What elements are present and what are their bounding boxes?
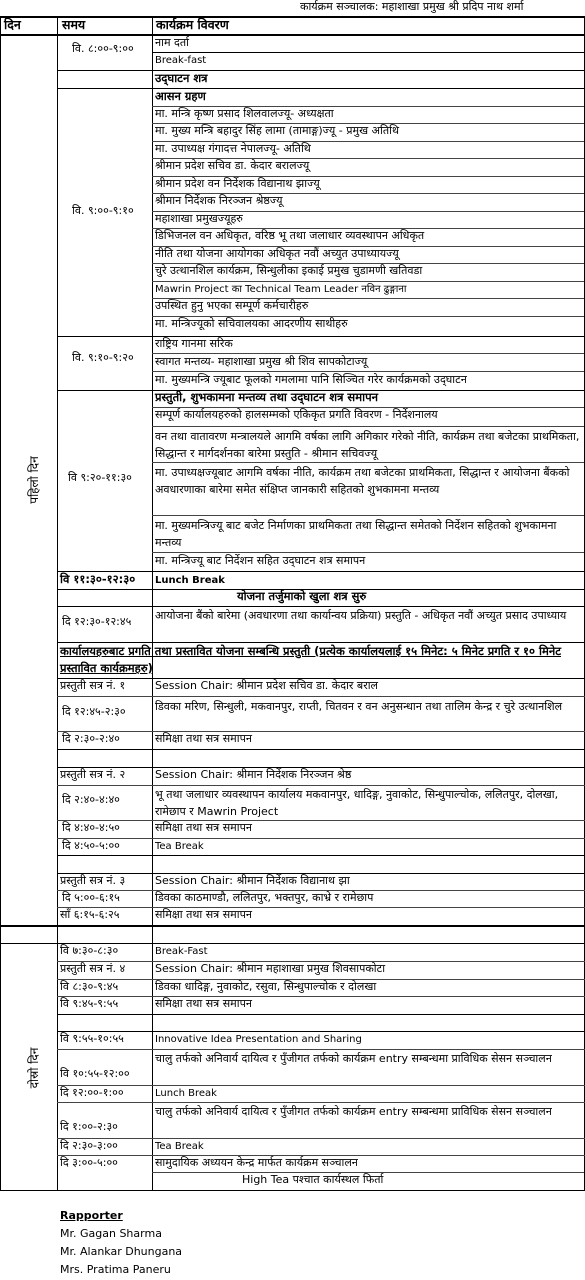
section-heading: आसन ग्रहण <box>155 89 206 103</box>
rapporter-name: Mr. Gagan Sharma <box>60 1227 162 1240</box>
day-two-label: दोस्रो दिन <box>27 1047 41 1089</box>
program-item: मा. मुख्यमन्त्रिज्यू बाट बजेट निर्माणका प्राथमिकता तथा सिद्धान्त समेतको निर्देशन सहितको शुभकामना मन्तव्य <box>155 519 557 549</box>
time-slot: दि १:००-२:३० <box>60 1120 118 1133</box>
guest-item: चुरे उत्थानशिल कार्यक्रम, सिन्धुलीका इकाई प्रमुख चुडामणी खतिवडा <box>155 264 423 277</box>
header-time: समय <box>62 17 86 32</box>
rapporter-name: Mr. Alankar Dhungana <box>60 1245 183 1258</box>
program-item: समिक्षा तथा सत्र समापन <box>155 821 252 834</box>
program-item: वन तथा वातावरण मन्त्रालयले आगमि वर्षका लागि अगिकार गरेको नीति, कार्यक्रम तथा बजेटका प्राथमिकता, सिद्धान्त र मार्गदर्शनका बारेमा प्रस्तुति - श्रीमान सचिवज्यू <box>155 430 580 460</box>
time-slot: दि १२:००-१:०० <box>60 1086 124 1099</box>
program-item: समिक्षा तथा सत्र समापन <box>155 732 252 745</box>
program-item: मा. उपाध्यक्षज्यूबाट आगमि वर्षका नीति, कार्यक्रम तथा बजेटका प्राथमिकता, सिद्धान्त र आयोजना बैंकको अवधारणाका बारेमा समेत संक्षिप्त जानकारी सहितको शुभकामना मन्तव्य <box>155 466 570 496</box>
time-slot: वि ९:४५-९:५५ <box>60 997 119 1010</box>
day-one-label: पहिलो दिन <box>27 456 41 504</box>
session-number: प्रस्तुती सत्र नं. ३ <box>60 874 126 887</box>
session-chair: Session Chair: श्रीमान निर्देशक निरञ्जन श्रेष्ठ <box>155 768 352 781</box>
program-item: मा. मुख्यमन्त्रि ज्यूबाट फूलको गमलामा पानि सिञ्चित गरेर कार्यक्रमको उद्‍घाटन <box>155 373 467 386</box>
time-slot: वि ११:३०-१२:३० <box>60 572 136 586</box>
guest-item: मा. मन्त्रिज्यूको सचिवालयका आदरणीय साथीहरु <box>155 317 348 330</box>
time-slot: दि २:३०-२:४० <box>62 732 120 745</box>
program-item: सामुदायिक अध्ययन केन्द्र मार्फत कार्यक्रम सञ्चालन <box>155 1156 358 1169</box>
time-slot: वि. ९:१०-९:२० <box>72 351 134 364</box>
program-item: चालु तर्फको अनिवार्य दायित्व र पुँजीगत तर्फको कार्यक्रम entry सम्बन्धमा प्राविधिक सेसन सञ्चालन <box>155 1105 552 1118</box>
program-item: भू तथा जलाधार व्यवस्थापन कार्यालय मकवानपुर, धादिङ्ग, नुवाकोट, सिन्धुपाल्चोक, ललितपुर, दोलखा, रामेछाप र Mawrin Project <box>155 788 559 818</box>
rapporter-title: Rapporter <box>60 1209 123 1222</box>
time-slot: वि ९:५५-१०:५५ <box>60 1032 124 1045</box>
program-item: Lunch Break <box>155 575 225 586</box>
guest-item: Mawrin Project का Technical Team Leader नविन ढुङ्गाना <box>155 284 407 295</box>
program-item: आयोजना बैंको बारेमा (अवधारणा तथा कार्यान्वय प्रक्रिया) प्रस्तुति - अधिकृत नवौं अच्युत प्रसाद उपाध्याय <box>155 609 567 622</box>
program-item: Tea Break <box>155 1141 204 1152</box>
session-chair: Session Chair: श्रीमान महाशाखा प्रमुख शिवसापकोटा <box>155 962 386 975</box>
program-item: समिक्षा तथा सत्र समापन <box>155 997 252 1010</box>
program-item: Innovative Idea Presentation and Sharing <box>155 1034 362 1045</box>
program-item: डिवका धादिङ्ग, नुवाकोट, रसुवा, सिन्धुपाल्चोक र दोलखा <box>155 980 377 993</box>
section-heading: प्रस्तुती, शुभकामना मन्तव्य तथा उद्‍घाटन शत्र समापन <box>155 390 378 404</box>
program-item: चालु तर्फको अनिवार्य दायित्व र पुँजीगत तर्फको कार्यक्रम entry सम्बन्धमा प्राविधिक सेसन सञ्चालन <box>155 1052 552 1065</box>
header-program: कार्यक्रम विवरण <box>156 17 229 32</box>
program-item: सम्पूर्ण कार्यालयहरुको हालसम्मको एकिकृत प्रगति विवरण - निर्देशनालय <box>155 408 438 421</box>
guest-item: महाशाखा प्रमुखज्यूहरु <box>155 212 243 225</box>
program-item: High Tea पश्चात कार्यस्थल फिर्ता <box>242 1173 384 1186</box>
time-slot: वि ७:३०-८:३० <box>60 944 119 957</box>
time-slot: दि २:३०-३:०० <box>60 1139 118 1152</box>
time-slot: दि १२:४५-२:३० <box>62 705 126 718</box>
program-item: डिवका मरिण, सिन्धुली, मकवानपुर, राप्ती, चितवन र वन अनुसन्धान तथा तालिम केन्द्र र चुरे उत्थानशिल <box>155 700 563 713</box>
time-slot: वि. ९:००-९:१० <box>72 204 134 217</box>
time-slot: साँ ६:१५-६:२५ <box>60 908 120 921</box>
time-slot: दि ४:५०-५:०० <box>62 839 120 852</box>
time-slot: दि १२:३०-१२:४५ <box>62 615 132 628</box>
program-item: नाम दर्ता <box>155 36 189 49</box>
guest-item: मा. उपाध्यक्ष गंगादत्त नेपालज्यू- अतिथि <box>155 142 311 155</box>
time-slot: वि १०:५५-१२:०० <box>60 1067 130 1080</box>
program-item: डिवका काठमाण्डौ, ललितपुर, भक्तपुर, काभ्रे र रामेछाप <box>155 891 374 904</box>
session-number: प्रस्तुती सत्र नं. १ <box>60 679 126 692</box>
session-number: प्रस्तुती सत्र नं. २ <box>60 768 126 781</box>
guest-item: श्रीमान प्रदेश सचिव डा. केदार बरालज्यू <box>155 159 310 172</box>
guest-item: डिभिजनल वन अधिकृत, वरिष्ठ भू तथा जलाधार व्यवस्थापन अधिकृत <box>155 229 425 242</box>
guest-item: मा. मुख्य मन्त्रि बहादुर सिंह लामा (तामाङ्ग)ज्यू - प्रमुख अतिथि <box>155 124 399 137</box>
time-slot: वि ९:२०-११:३० <box>68 471 132 484</box>
time-slot: वि. ८:००-९:०० <box>72 42 134 55</box>
time-slot: दि ३:००-५:०० <box>60 1156 118 1169</box>
header-day: दिन <box>4 17 21 32</box>
time-slot: वि ८:३०-९:४५ <box>60 980 119 993</box>
session-chair: Session Chair: श्रीमान निर्देशक विद्यानाथ झा <box>155 874 350 887</box>
session-chair: Session Chair: श्रीमान प्रदेश सचिव डा. केदार बराल <box>155 679 379 692</box>
program-item: Tea Break <box>155 841 204 852</box>
guest-item: मा. मन्त्रि कृष्ण प्रसाद शिलवालज्यू- अध्यक्षता <box>155 107 334 120</box>
program-item: स्वागत मन्तव्य- महाशाखा प्रमुख श्री शिव सापकोटाज्यू <box>155 355 368 368</box>
guest-item: श्रीमान प्रदेश वन निर्देशक विद्यानाथ झाज्यू <box>155 177 320 190</box>
session-number: प्रस्तुती सत्र नं. ४ <box>60 962 126 975</box>
section-heading: कार्यालयहरुबाट प्रगति तथा प्रस्तावित योजना सम्बन्धि प्रस्तुती (प्रत्येक कार्यालयलाई १५ मिनेट: ५ मिनेट प्रगति र १० मिनेट प्रस्तावित कार्यक्रमहरु) <box>60 644 562 675</box>
section-heading: उद्‍घाटन शत्र <box>155 71 208 85</box>
program-item: समिक्षा तथा सत्र समापन <box>155 908 252 921</box>
program-item: राष्ट्रिय गानमा सरिक <box>155 337 233 350</box>
rapporter-name: Mrs. Pratima Paneru <box>60 1263 171 1276</box>
time-slot: दि २:४०-४:४० <box>62 793 120 806</box>
guest-item: श्रीमान निर्देशक निरञ्जन श्रेष्ठज्यू <box>155 194 283 207</box>
program-item: Break-fast <box>155 55 207 66</box>
time-slot: दि ५:००-६:१५ <box>62 891 120 904</box>
section-heading: योजना तर्जुमाको खुला शत्र सुरु <box>237 589 367 603</box>
program-item: Lunch Break <box>155 1088 217 1099</box>
program-item: मा. मन्त्रिज्यू बाट निर्देशन सहित उद्‍घाटन शत्र समापन <box>155 554 366 567</box>
program-coordinator: कार्यक्रम सञ्चालक: महाशाखा प्रमुख श्री प्रदिप नाथ शर्मा <box>300 0 524 13</box>
time-slot: दि ४:४०-४:५० <box>62 821 120 834</box>
guest-item: नीति तथा योजना आयोगका अधिकृत नवौं अच्युत उपाध्यायज्यू <box>155 247 399 260</box>
guest-item: उपस्थित हुनु भएका सम्पूर्ण कर्मचारीहरु <box>155 299 309 312</box>
program-item: Break-Fast <box>155 946 208 957</box>
